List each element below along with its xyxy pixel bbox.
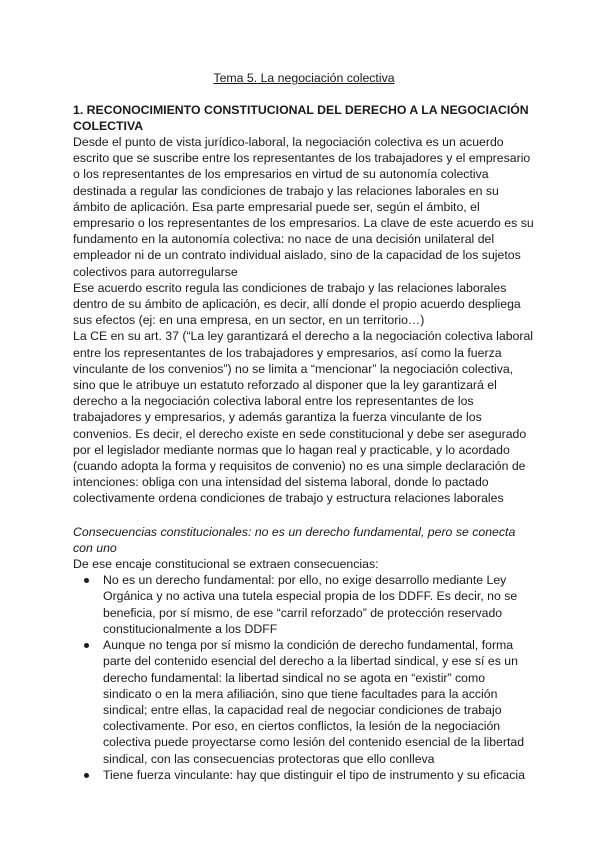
document-page	[73, 70, 535, 783]
paragraph-intro: De ese encaje constitucional se extraen consecuencias:	[73, 557, 379, 572]
bullet-icon	[84, 643, 89, 648]
consequences-list	[73, 572, 535, 783]
bullet-icon	[84, 578, 89, 583]
paragraph-ce-art37: La CE en su art. 37 (“La ley garantizará el derecho a la negociación colectiva laboral entre los representantes de los trabajadores y empresarios, así como la fuerza vinculante de los convenios”) no se limita a “mencionar” la negociación colectiva, sino que le atribuye un estatuto reforzado al disponer que la ley garantizará el derecho a la negociación colectiva laboral entre los representantes de los trabajadores y empresarios, y además garantiza la fuerza vinculante de los convenios. Es decir, el derecho existe en sede constitucional y debe ser asegurado por el legislador mediante normas que lo hagan real y practicable, y lo acordado (cuando adopta la forma y requisitos de convenio) no es una simple declaración de intenciones: obliga con una intensidad del sistema laboral, donde lo pactado colectivamente ordena condiciones de trabajo y estructura relaciones laborales	[73, 329, 534, 506]
document-title: Tema 5. La negociación colectiva	[213, 71, 395, 85]
subheading-consequences: Consecuencias constitucionales: no es un derecho fundamental, pero se conecta con uno	[73, 524, 516, 555]
paragraph-scope: Ese acuerdo escrito regula las condiciones de trabajo y las relaciones laborales dentro de su ámbito de aplicación, es decir, allí donde el propio acuerdo despliega sus efectos (ej: en una empresa, en un sector, en un territorio…)	[73, 280, 521, 328]
bullet-icon	[84, 773, 89, 778]
list-item-text: Aunque no tenga por sí mismo la condición de derecho fundamental, forma parte del contenido esencial del derecho a la libertad sindical, y ese sí es un derecho fundamental: la libertad sindical no se agota en “existir” como sindicato o en la mera afiliación, sino que tiene facultades para la acción sindical; entre ellas, la capacidad real de negociar condiciones de trabajo colectivamente. Por eso, en ciertos conflictos, la lesión de la negociación colectiva puede proyectarse como lesión del contenido esencial de la libertad sindical, con las consecuencias protectoras que ello conlleva	[103, 638, 525, 766]
list-item	[102, 572, 535, 637]
list-item	[102, 767, 535, 783]
section-heading: 1. RECONOCIMIENTO CONSTITUCIONAL DEL DERECHO A LA NEGOCIACIÓN COLECTIVA	[73, 103, 529, 133]
list-item-text: Tiene fuerza vinculante: hay que distinguir el tipo de instrumento y su eficacia	[103, 767, 525, 782]
paragraph-definition: Desde el punto de vista jurídico-laboral, la negociación colectiva es un acuerdo escrito que se suscribe entre los representantes de los trabajadores y el empresario o los representantes de los empresarios en virtud de su autonomía colectiva destinada a regular las condiciones de trabajo y las relaciones laborales en su ámbito de aplicación. Esa parte empresarial puede ser, según el ámbito, el empresario o los representantes de los empresarios. La clave de este acuerdo es su fundamento en la autonomía colectiva: no nace de una decisión unilateral del empleador ni de un contrato individual aislado, sino de la capacidad de los sujetos colectivos para autorregularse	[73, 135, 534, 279]
list-item	[102, 637, 535, 767]
list-item-text: No es un derecho fundamental: por ello, no exige desarrollo mediante Ley Orgánica y no activa una tutela especial propia de los DDFF. Es decir, no se beneficia, por sí mismo, de ese “carril reforzado” de protección reservado constitucionalmente a los DDFF	[103, 573, 518, 636]
